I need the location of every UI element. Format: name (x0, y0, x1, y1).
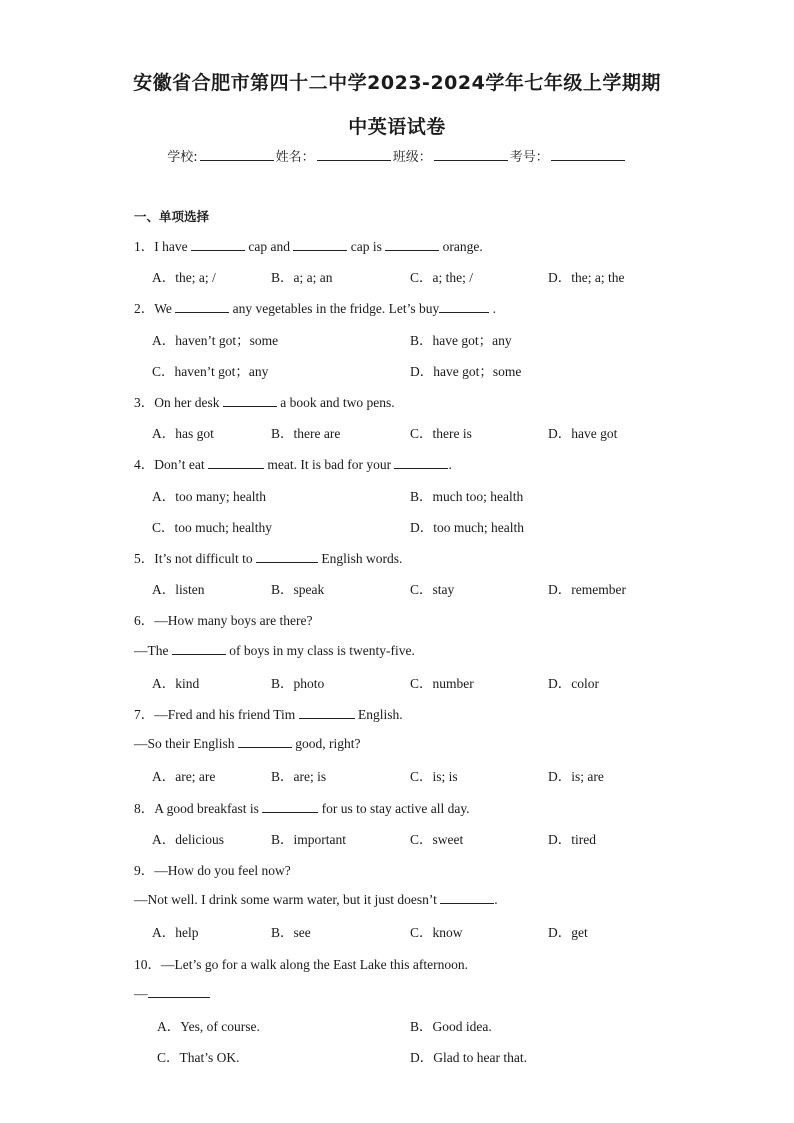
school-blank[interactable] (200, 148, 274, 161)
option-d[interactable]: D．tired (548, 832, 596, 847)
option-d[interactable]: D．too much; health (410, 520, 524, 535)
question-text: cap is (347, 239, 386, 254)
option-c[interactable]: C．number (410, 676, 474, 691)
question-text: of boys in my class is twenty-five. (225, 643, 415, 658)
answer-blank[interactable] (299, 705, 355, 719)
question-text: —So their English (134, 736, 238, 751)
option-a[interactable]: A．kind (152, 676, 200, 691)
question-text: I have (154, 239, 191, 254)
question-6 (134, 609, 312, 629)
answer-blank[interactable] (385, 237, 439, 251)
question-number: 8． (134, 801, 155, 816)
question-text: —How many boys are there? (154, 613, 313, 628)
option-c[interactable]: C．is; is (410, 769, 458, 784)
question-number: 6． (134, 613, 155, 628)
question-5 (134, 547, 402, 567)
question-number: 5． (134, 551, 155, 566)
option-b[interactable]: B．there are (271, 426, 341, 441)
question-7-line2 (134, 734, 361, 752)
option-c[interactable]: C．That’s OK. (157, 1050, 240, 1065)
question-text: —How do you feel now? (154, 863, 291, 878)
question-text: English. (354, 707, 403, 722)
option-c[interactable]: C．too much; healthy (152, 520, 272, 535)
question-text: . (494, 892, 498, 907)
question-number: 2． (134, 301, 155, 316)
question-9-line2 (134, 890, 498, 908)
question-text: —The (134, 643, 172, 658)
question-text: meat. It is bad for your (264, 457, 395, 472)
question-text: good, right? (291, 736, 361, 751)
question-text: — (134, 986, 148, 1001)
question-10 (134, 953, 468, 973)
question-text: orange. (439, 239, 483, 254)
option-a[interactable]: A．Yes, of course. (157, 1019, 260, 1034)
option-d[interactable]: D．the; a; the (548, 270, 625, 285)
number-blank[interactable] (551, 148, 625, 161)
question-2 (134, 297, 496, 317)
answer-blank[interactable] (262, 799, 318, 813)
option-a[interactable]: A．delicious (152, 832, 224, 847)
option-d[interactable]: D．color (548, 676, 599, 691)
option-c[interactable]: C．haven’t got；any (152, 364, 269, 379)
option-b[interactable]: B．see (271, 925, 311, 940)
option-d[interactable]: D．Glad to hear that. (410, 1050, 527, 1065)
option-c[interactable]: C．a; the; / (410, 270, 473, 285)
option-a[interactable]: A．has got (152, 426, 214, 441)
answer-blank[interactable] (439, 299, 489, 313)
question-text: —Let’s go for a walk along the East Lake this afternoon. (161, 957, 469, 972)
option-c[interactable]: C．know (410, 925, 463, 940)
answer-blank[interactable] (223, 393, 277, 407)
question-text: It’s not difficult to (154, 551, 256, 566)
school-label: 学校: (167, 150, 198, 165)
question-text: cap and (244, 239, 294, 254)
question-text: A good breakfast is (154, 801, 263, 816)
question-number: 1． (134, 239, 155, 254)
option-b[interactable]: B．photo (271, 676, 325, 691)
answer-blank[interactable] (191, 237, 245, 251)
question-number: 9． (134, 863, 155, 878)
class-label: 班级： (392, 150, 432, 165)
option-d[interactable]: D．is; are (548, 769, 604, 784)
student-info (0, 146, 794, 165)
option-c[interactable]: C．sweet (410, 832, 464, 847)
answer-blank[interactable] (175, 299, 229, 313)
question-10-line2 (134, 984, 210, 1002)
answer-blank[interactable] (293, 237, 347, 251)
section-heading: 一、单项选择 (134, 209, 210, 224)
answer-blank[interactable] (208, 455, 264, 469)
question-1 (134, 235, 483, 255)
answer-blank[interactable] (172, 641, 226, 655)
question-3 (134, 391, 395, 411)
question-6-line2 (134, 641, 415, 659)
question-7 (134, 703, 403, 723)
answer-blank[interactable] (394, 455, 448, 469)
option-d[interactable]: D．get (548, 925, 588, 940)
question-text: . (448, 457, 452, 472)
exam-title-line1: 安徽省合肥市第四十二中学2023-2024学年七年级上学期期 (133, 72, 661, 94)
option-b[interactable]: B．speak (271, 582, 325, 597)
option-a[interactable]: A．too many; health (152, 489, 266, 504)
question-8 (134, 797, 470, 817)
question-text: We (154, 301, 176, 316)
question-text: . (489, 301, 496, 316)
class-blank[interactable] (434, 148, 508, 161)
option-c[interactable]: C．there is (410, 426, 472, 441)
question-text: for us to stay active all day. (318, 801, 470, 816)
number-label: 考号： (509, 150, 549, 165)
option-a[interactable]: A．haven’t got；some (152, 333, 279, 348)
question-4 (134, 453, 452, 473)
option-d[interactable]: D．have got；some (410, 364, 522, 379)
answer-blank[interactable] (148, 984, 210, 998)
name-blank[interactable] (317, 148, 391, 161)
option-d[interactable]: D．have got (548, 426, 618, 441)
name-label: 姓名： (275, 150, 315, 165)
option-a[interactable]: A．listen (152, 582, 205, 597)
option-b[interactable]: B．are; is (271, 769, 327, 784)
question-text: English words. (318, 551, 403, 566)
option-b[interactable]: B．have got；any (410, 333, 512, 348)
option-b[interactable]: B．a; a; an (271, 270, 333, 285)
question-text: On her desk (154, 395, 223, 410)
option-b[interactable]: B．important (271, 832, 346, 847)
question-text: —Fred and his friend Tim (154, 707, 299, 722)
question-text: Don’t eat (154, 457, 208, 472)
option-a[interactable]: A．help (152, 925, 199, 940)
option-a[interactable]: A．are; are (152, 769, 216, 784)
option-c[interactable]: C．stay (410, 582, 455, 597)
question-text: a book and two pens. (276, 395, 395, 410)
question-number: 3． (134, 395, 155, 410)
option-b[interactable]: B．Good idea. (410, 1019, 492, 1034)
question-number: 7． (134, 707, 155, 722)
option-a[interactable]: A．the; a; / (152, 270, 216, 285)
question-number: 10． (134, 957, 161, 972)
question-9 (134, 859, 291, 879)
question-text: —Not well. I drink some warm water, but it just doesn’t (134, 892, 441, 907)
answer-blank[interactable] (238, 734, 292, 748)
option-d[interactable]: D．remember (548, 582, 626, 597)
answer-blank[interactable] (440, 890, 494, 904)
question-text: any vegetables in the fridge. Let’s buy (229, 301, 440, 316)
exam-title-line2: 中英语试卷 (348, 116, 446, 138)
option-b[interactable]: B．much too; health (410, 489, 524, 504)
question-number: 4． (134, 457, 155, 472)
answer-blank[interactable] (256, 549, 318, 563)
